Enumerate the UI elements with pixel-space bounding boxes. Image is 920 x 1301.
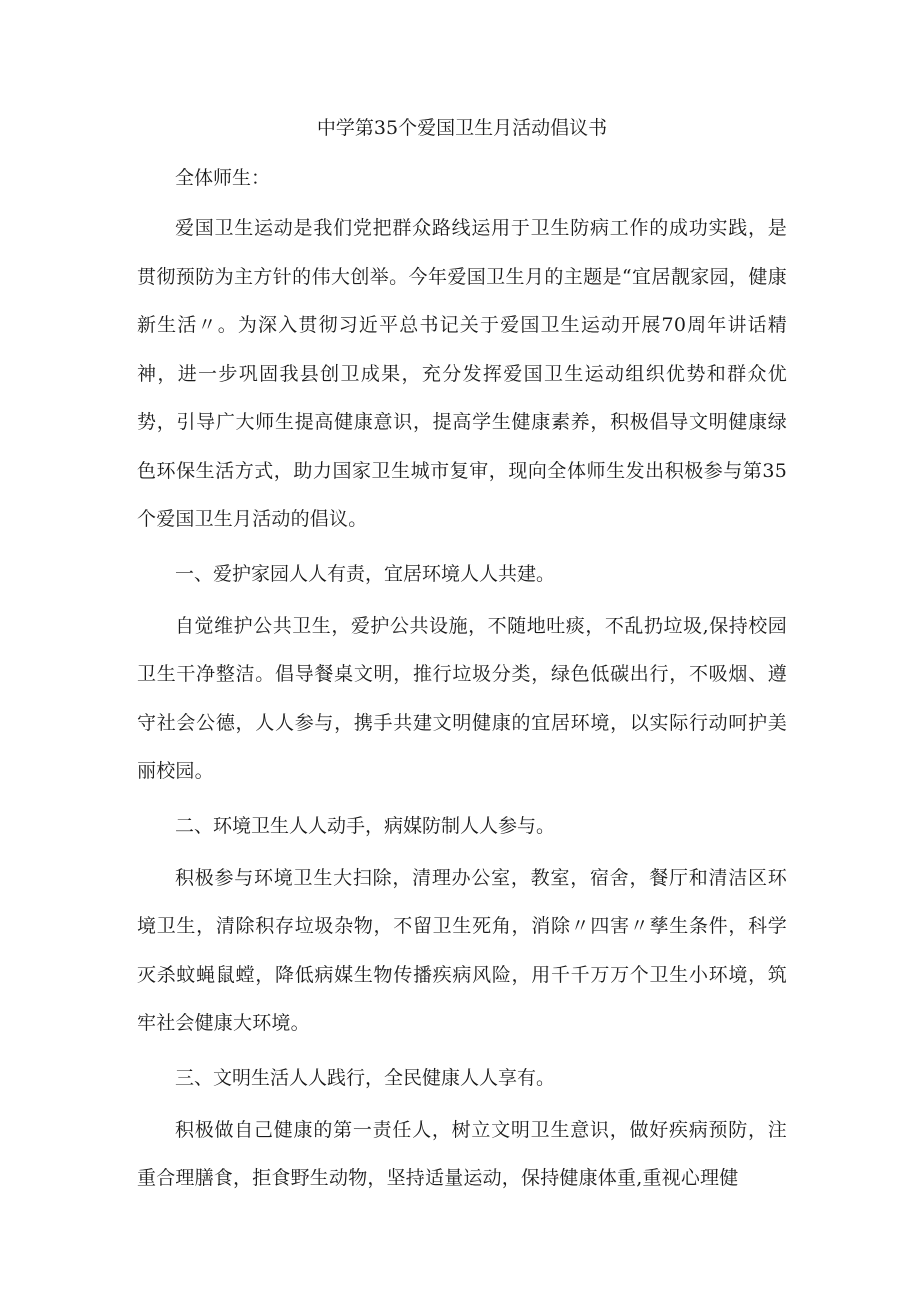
- section-1-body: 自觉维护公共卫生，爱护公共设施，不随地吐痰，不乱扔垃圾,保持校园卫生干净整洁。倡导餐桌文明，推行垃圾分类，绿色低碳出行，不吸烟、遵守社会公德，人人参与，携手共建文明健康的宜居环境，以实际行动呵护美丽校园。: [137, 614, 787, 782]
- intro-paragraph: 爱国卫生运动是我们党把群众路线运用于卫生防病工作的成功实践，是贯彻预防为主方针的伟大创举。今年爱国卫生月的主题是“宜居靓家园，健康新生活〃。为深入贯彻习近平总书记关于爱国卫生运动开展70周年讲话精神，进一步巩固我县创卫成果，充分发挥爱国卫生运动组织优势和群众优势，引导广大师生提高健康意识，提高学生健康素养，积极倡导文明健康绿色环保生活方式，助力国家卫生城市复审，现向全体师生发出积极参与第35个爱国卫生月活动的倡议。: [137, 217, 787, 530]
- section-3-body: 积极做自己健康的第一责任人，树立文明卫生意识，做好疾病预防，注重合理膳食，拒食野生动物，坚持适量运动，保持健康体重,重视心理健: [137, 1118, 787, 1189]
- document-title: 中学第35个爱国卫生月活动倡议书: [316, 117, 608, 139]
- section-1-heading: 一、爱护家园人人有责，宜居环境人人共建。: [175, 562, 556, 585]
- section-3-heading: 三、文明生活人人践行，全民健康人人享有。: [175, 1066, 556, 1089]
- section-2-heading: 二、环境卫生人人动手，病媒防制人人参与。: [175, 814, 556, 837]
- section-2-body: 积极参与环境卫生大扫除，清理办公室，教室，宿舍，餐厅和清洁区环境卫生，清除积存垃圾杂物，不留卫生死角，消除〃四害〃孳生条件，科学灭杀蚊蝇鼠螳，降低病媒生物传播疾病风险，用千千万万个卫生小环境，筑牢社会健康大环境。: [137, 866, 787, 1034]
- salutation: 全体师生：: [175, 167, 271, 189]
- document-page: [137, 108, 787, 1203]
